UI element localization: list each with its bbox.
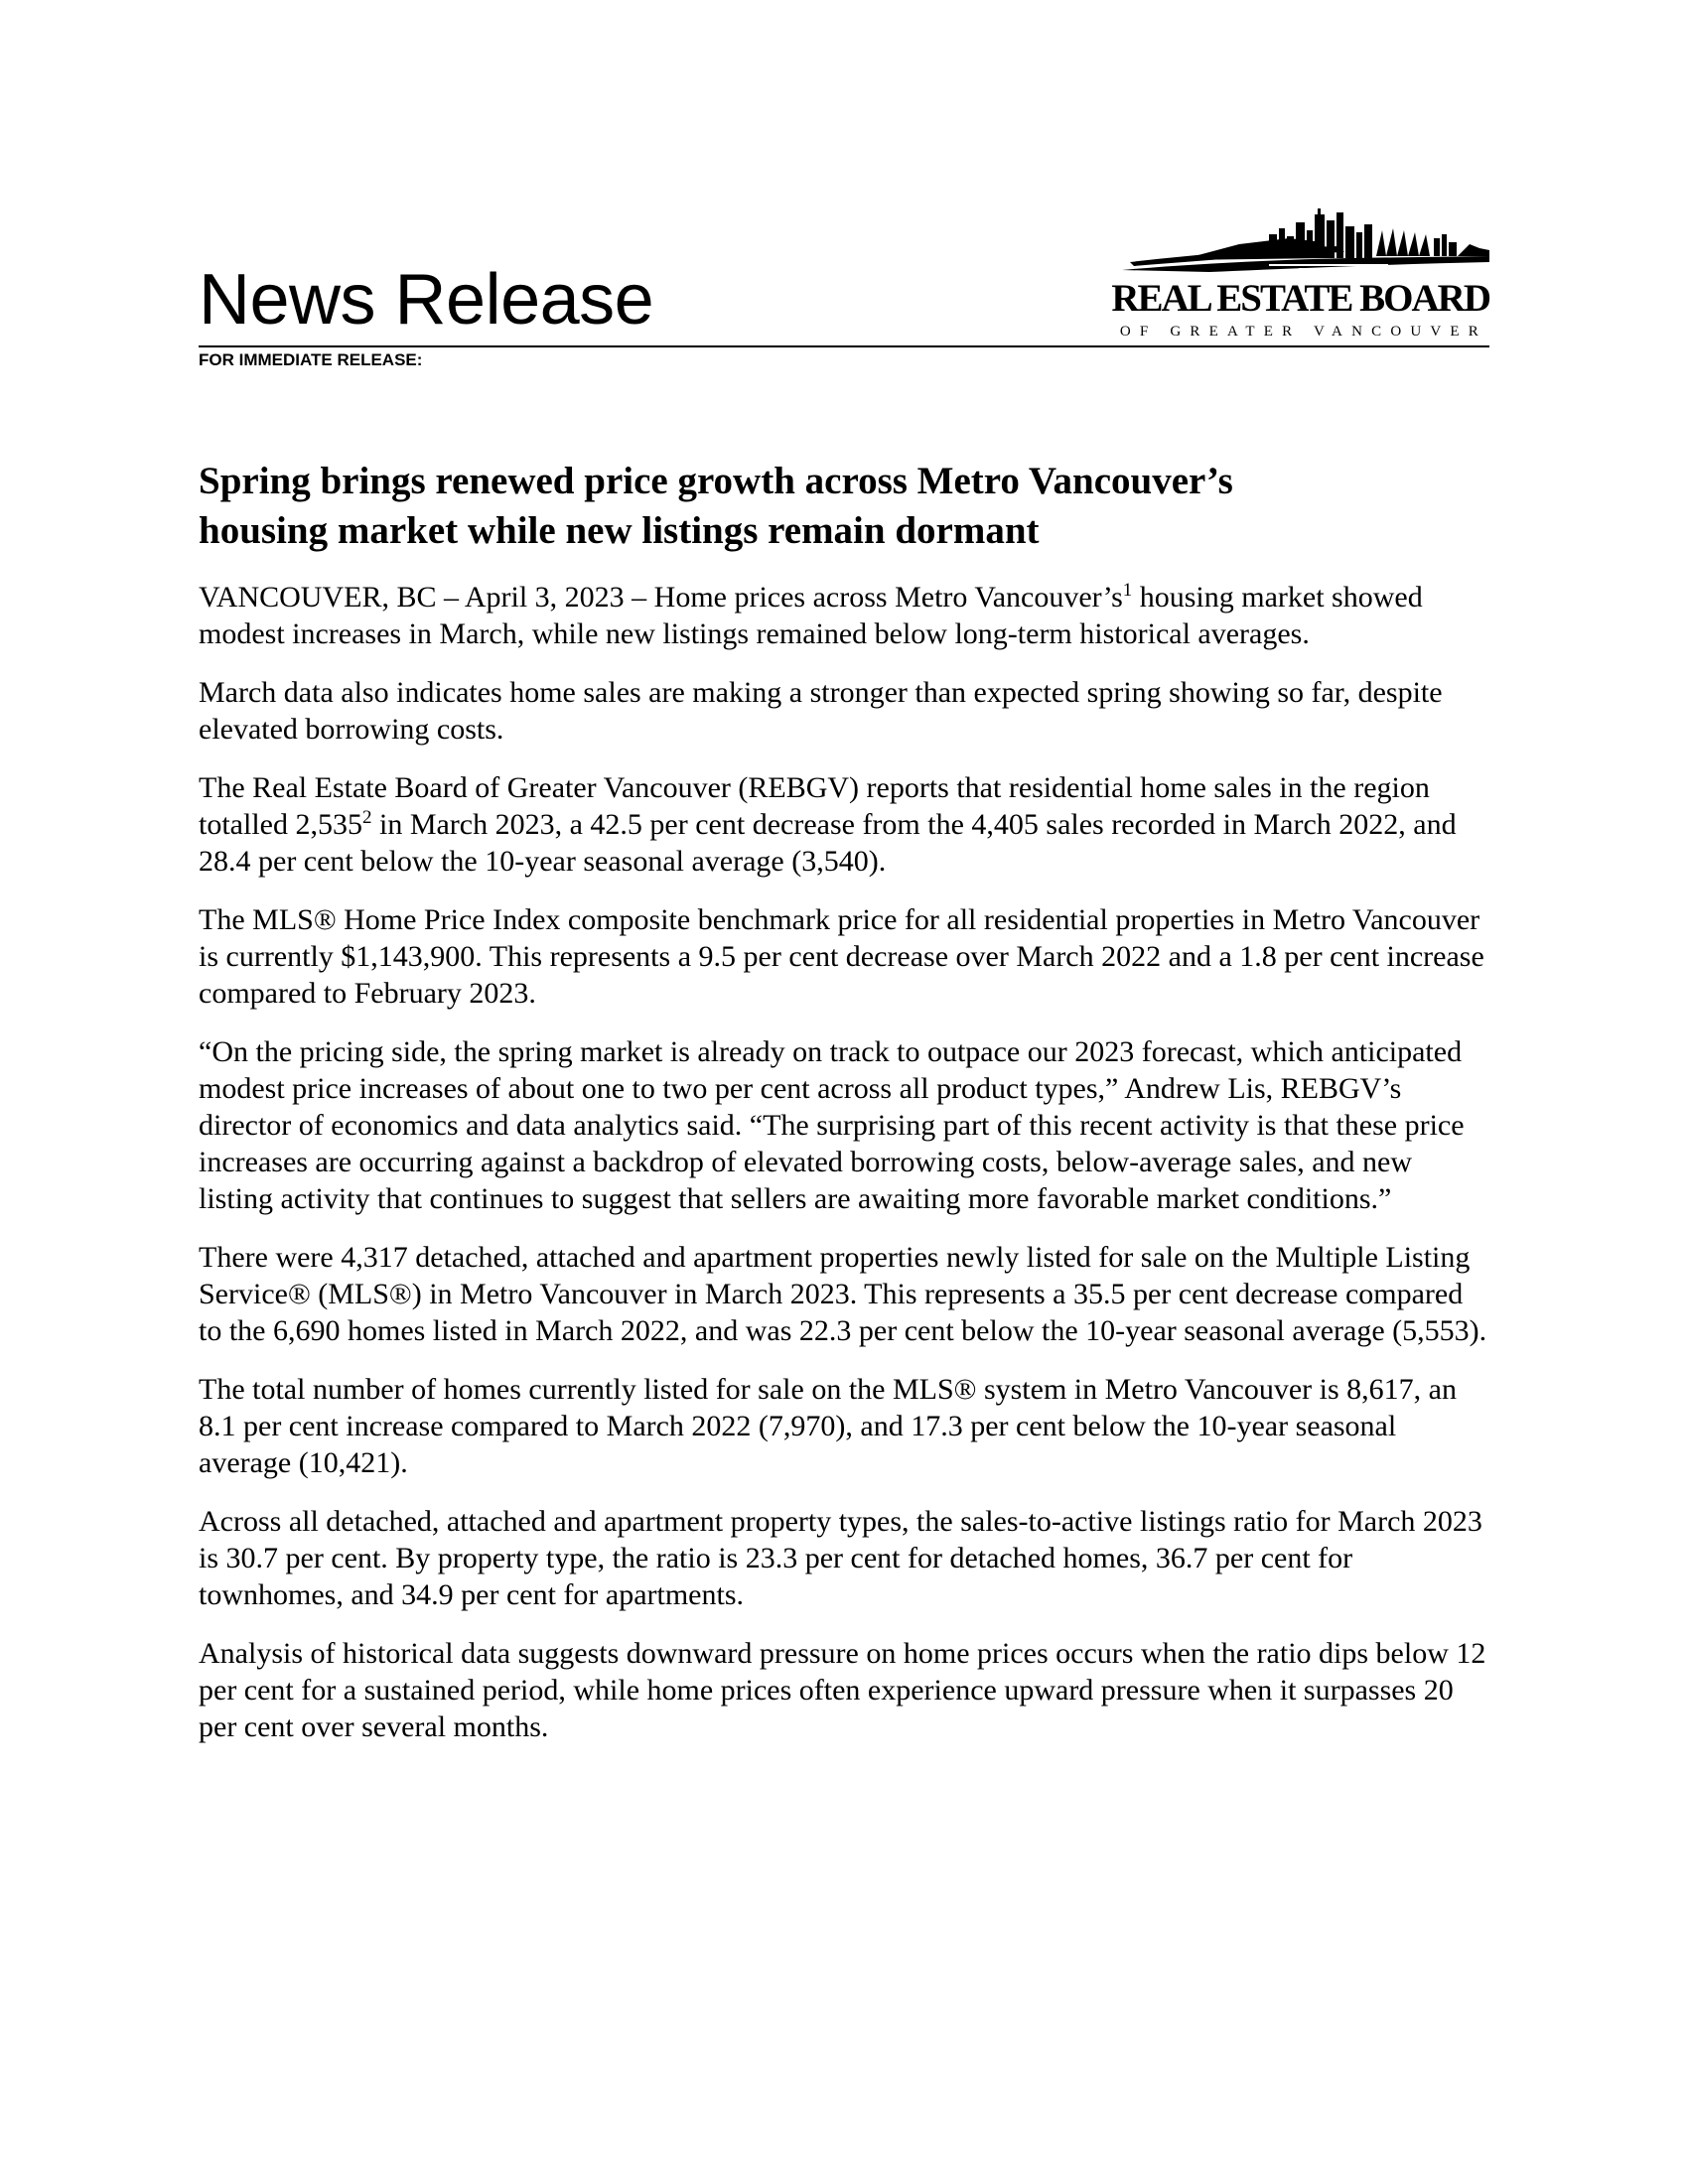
headline-line-1: Spring brings renewed price growth across Metro Vancouver’s [199,460,1233,502]
paragraph-total-listings: The total number of homes currently listed for sale on the MLS® system in Metro Vancouver is 8,617, an 8.1 per cent increase compared to March 2022 (7,970), and 17.3 per cent below the 10-year seasonal average (10,421). [199,1373,1457,1479]
paragraph-text: housing market showed modest increases in March, while new listings remained below long-term historical averages. [199,581,1423,650]
footnote-marker: 2 [361,807,372,828]
paragraph-quote: “On the pricing side, the spring market is already on track to outpace our 2023 forecast, which anticipated modest price increases of about one to two per cent across all product types,” Andrew Lis, REBGV’s director of economics and data analytics said. “The surprising part of this recent activity is that these price increases are occurring against a backdrop of elevated borrowing costs, below-average sales, and new listing activity that continues to suggest that sellers are awaiting more favorable market conditions.” [199,1035,1465,1215]
footnote-marker: 1 [1122,580,1133,601]
paragraph-spring-sales: March data also indicates home sales are making a stronger than expected spring showing so far, despite elevated borrowing costs. [199,676,1443,746]
paragraph-historical-analysis: Analysis of historical data suggests downward pressure on home prices occurs when the ratio dips below 12 per cent for a sustained period, while home prices often experience upward pressure when it surpasses 20 per cent over several months. [199,1637,1486,1743]
logo-wordmark: REAL ESTATE BOARD [1111,277,1489,320]
paragraph-sales-totals [199,769,1489,880]
rebgv-logo [1111,208,1489,342]
news-release-title: News Release [199,260,654,340]
paragraph-text: The Real Estate Board of Greater Vancouver (REBGV) reports that residential home sales in the region totalled 2,535 [199,771,1430,841]
logo-subtitle: OF GREATER VANCOUVER [1119,324,1487,340]
paragraph-new-listings: There were 4,317 detached, attached and apartment properties newly listed for sale on the Multiple Listing Service® (MLS®) in Metro Vancouver in March 2023. This represents a 35.5 per cent decrease compared to the 6,690 homes listed in March 2022, and was 22.3 per cent below the 10-year seasonal average (5,553). [199,1241,1487,1347]
article-body [199,579,1489,1767]
for-immediate-release-label: FOR IMMEDIATE RELEASE: [199,350,423,369]
paragraph-benchmark-price: The MLS® Home Price Index composite benchmark price for all residential properties in Metro Vancouver is currently $1,143,900. This represents a 9.5 per cent decrease over March 2022 and a 1.8 per cent increase compared to February 2023. [199,903,1484,1010]
headline [199,457,1489,556]
vancouver-skyline-icon [1120,208,1489,280]
release-header [199,199,1489,377]
paragraph-sales-ratio: Across all detached, attached and apartment property types, the sales-to-active listings ratio for March 2023 is 30.7 per cent. By property type, the ratio is 23.3 per cent for detached homes, 36.7 per cent for townhomes, and 34.9 per cent for apartments. [199,1505,1482,1611]
paragraph-dateline [199,579,1489,652]
paragraph-text: in March 2023, a 42.5 per cent decrease from the 4,405 sales recorded in March 2022, and 28.4 per cent below the 10-year seasonal average (3,540). [199,808,1457,878]
header-divider [199,345,1489,347]
paragraph-text: VANCOUVER, BC – April 3, 2023 – Home prices across Metro Vancouver’s [199,581,1123,614]
headline-line-2: housing market while new listings remain dormant [199,509,1040,552]
